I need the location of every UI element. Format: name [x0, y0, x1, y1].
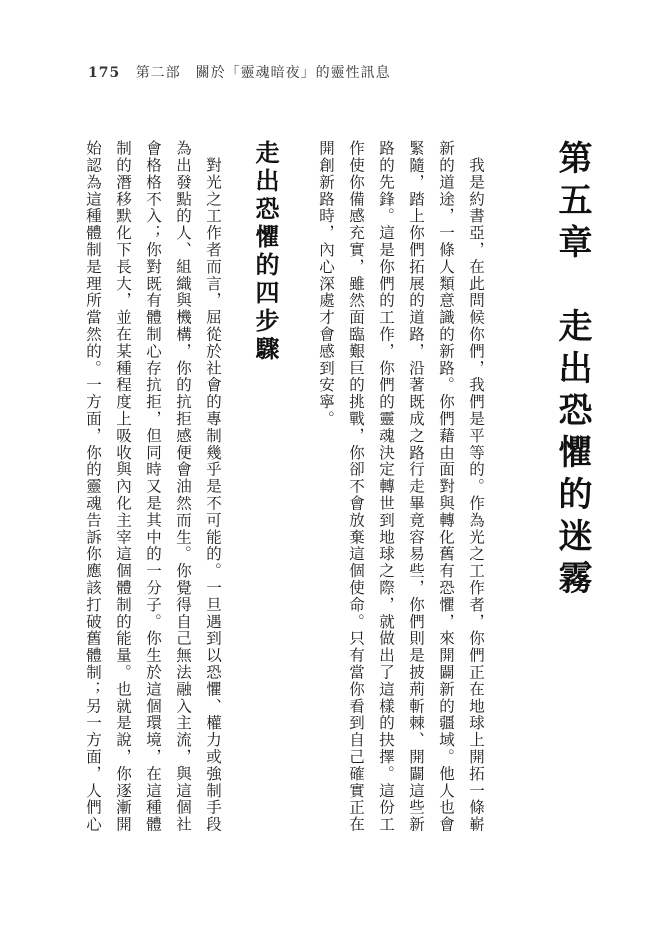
paragraph2-column-1: 對光之工作者而言，屈從於社會的專制幾乎是不可能的。一旦遇到以恐懼、權力或強制手段	[204, 140, 222, 833]
running-header	[88, 62, 391, 82]
running-title: 第二部 關於「靈魂暗夜」的靈性訊息	[135, 65, 391, 81]
paragraph2-column-2: 為出發點的人、組織與機構，你的抗拒感便會油然而生。你覺得自己無法融入主流，與這個社	[174, 140, 192, 833]
paragraph2-column-3: 會格格不入；你對既有體制心存抗拒，但同時又是其中的一分子。你生於這個環境，在這種體	[144, 140, 162, 833]
paragraph2-column-5: 始認為這種體制是理所當然的。一方面，你的靈魂告訴你應該打破舊體制；另一方面，人們心	[84, 140, 102, 833]
paragraph1-column-4: 路的先鋒。這是你們的工作，你們的靈魂決定轉世到地球之際，就做出了這樣的抉擇。這份工	[377, 140, 395, 833]
paragraph1-column-5: 作使你備感充實，雖然面臨艱巨的挑戰，你卻不會放棄這個使命。只有當你看到自己確實正在	[347, 140, 365, 833]
section-title: 走出恐懼的四步驟	[251, 140, 280, 364]
paragraph1-column-6: 開創新路時，內心深處才會感到安寧。	[317, 140, 335, 428]
paragraph1-column-1: 我是約書亞，在此問候你們，我們是平等的。作為光之工作者，你們正在地球上開拓一條嶄	[467, 140, 485, 833]
paragraph1-column-2: 新的道途，一條人類意識的新路。你們藉由面對與轉化舊有恐懼，來開闢新的疆域。他人也會	[437, 140, 455, 833]
paragraph2-column-4: 制的潛移默化下長大，並在某種程度上吸收與內化主宰這個體制的能量。也就是說，你逐漸開	[114, 140, 132, 833]
paragraph1-column-3: 緊隨，踏上你們拓展的道路，沿著既成之路行走畢竟容易些，你們則是披荊斬棘、開闢這些新	[407, 140, 425, 833]
chapter-title: 第五章 走出恐懼的迷霧	[552, 140, 592, 602]
page-number: 175	[88, 65, 121, 81]
